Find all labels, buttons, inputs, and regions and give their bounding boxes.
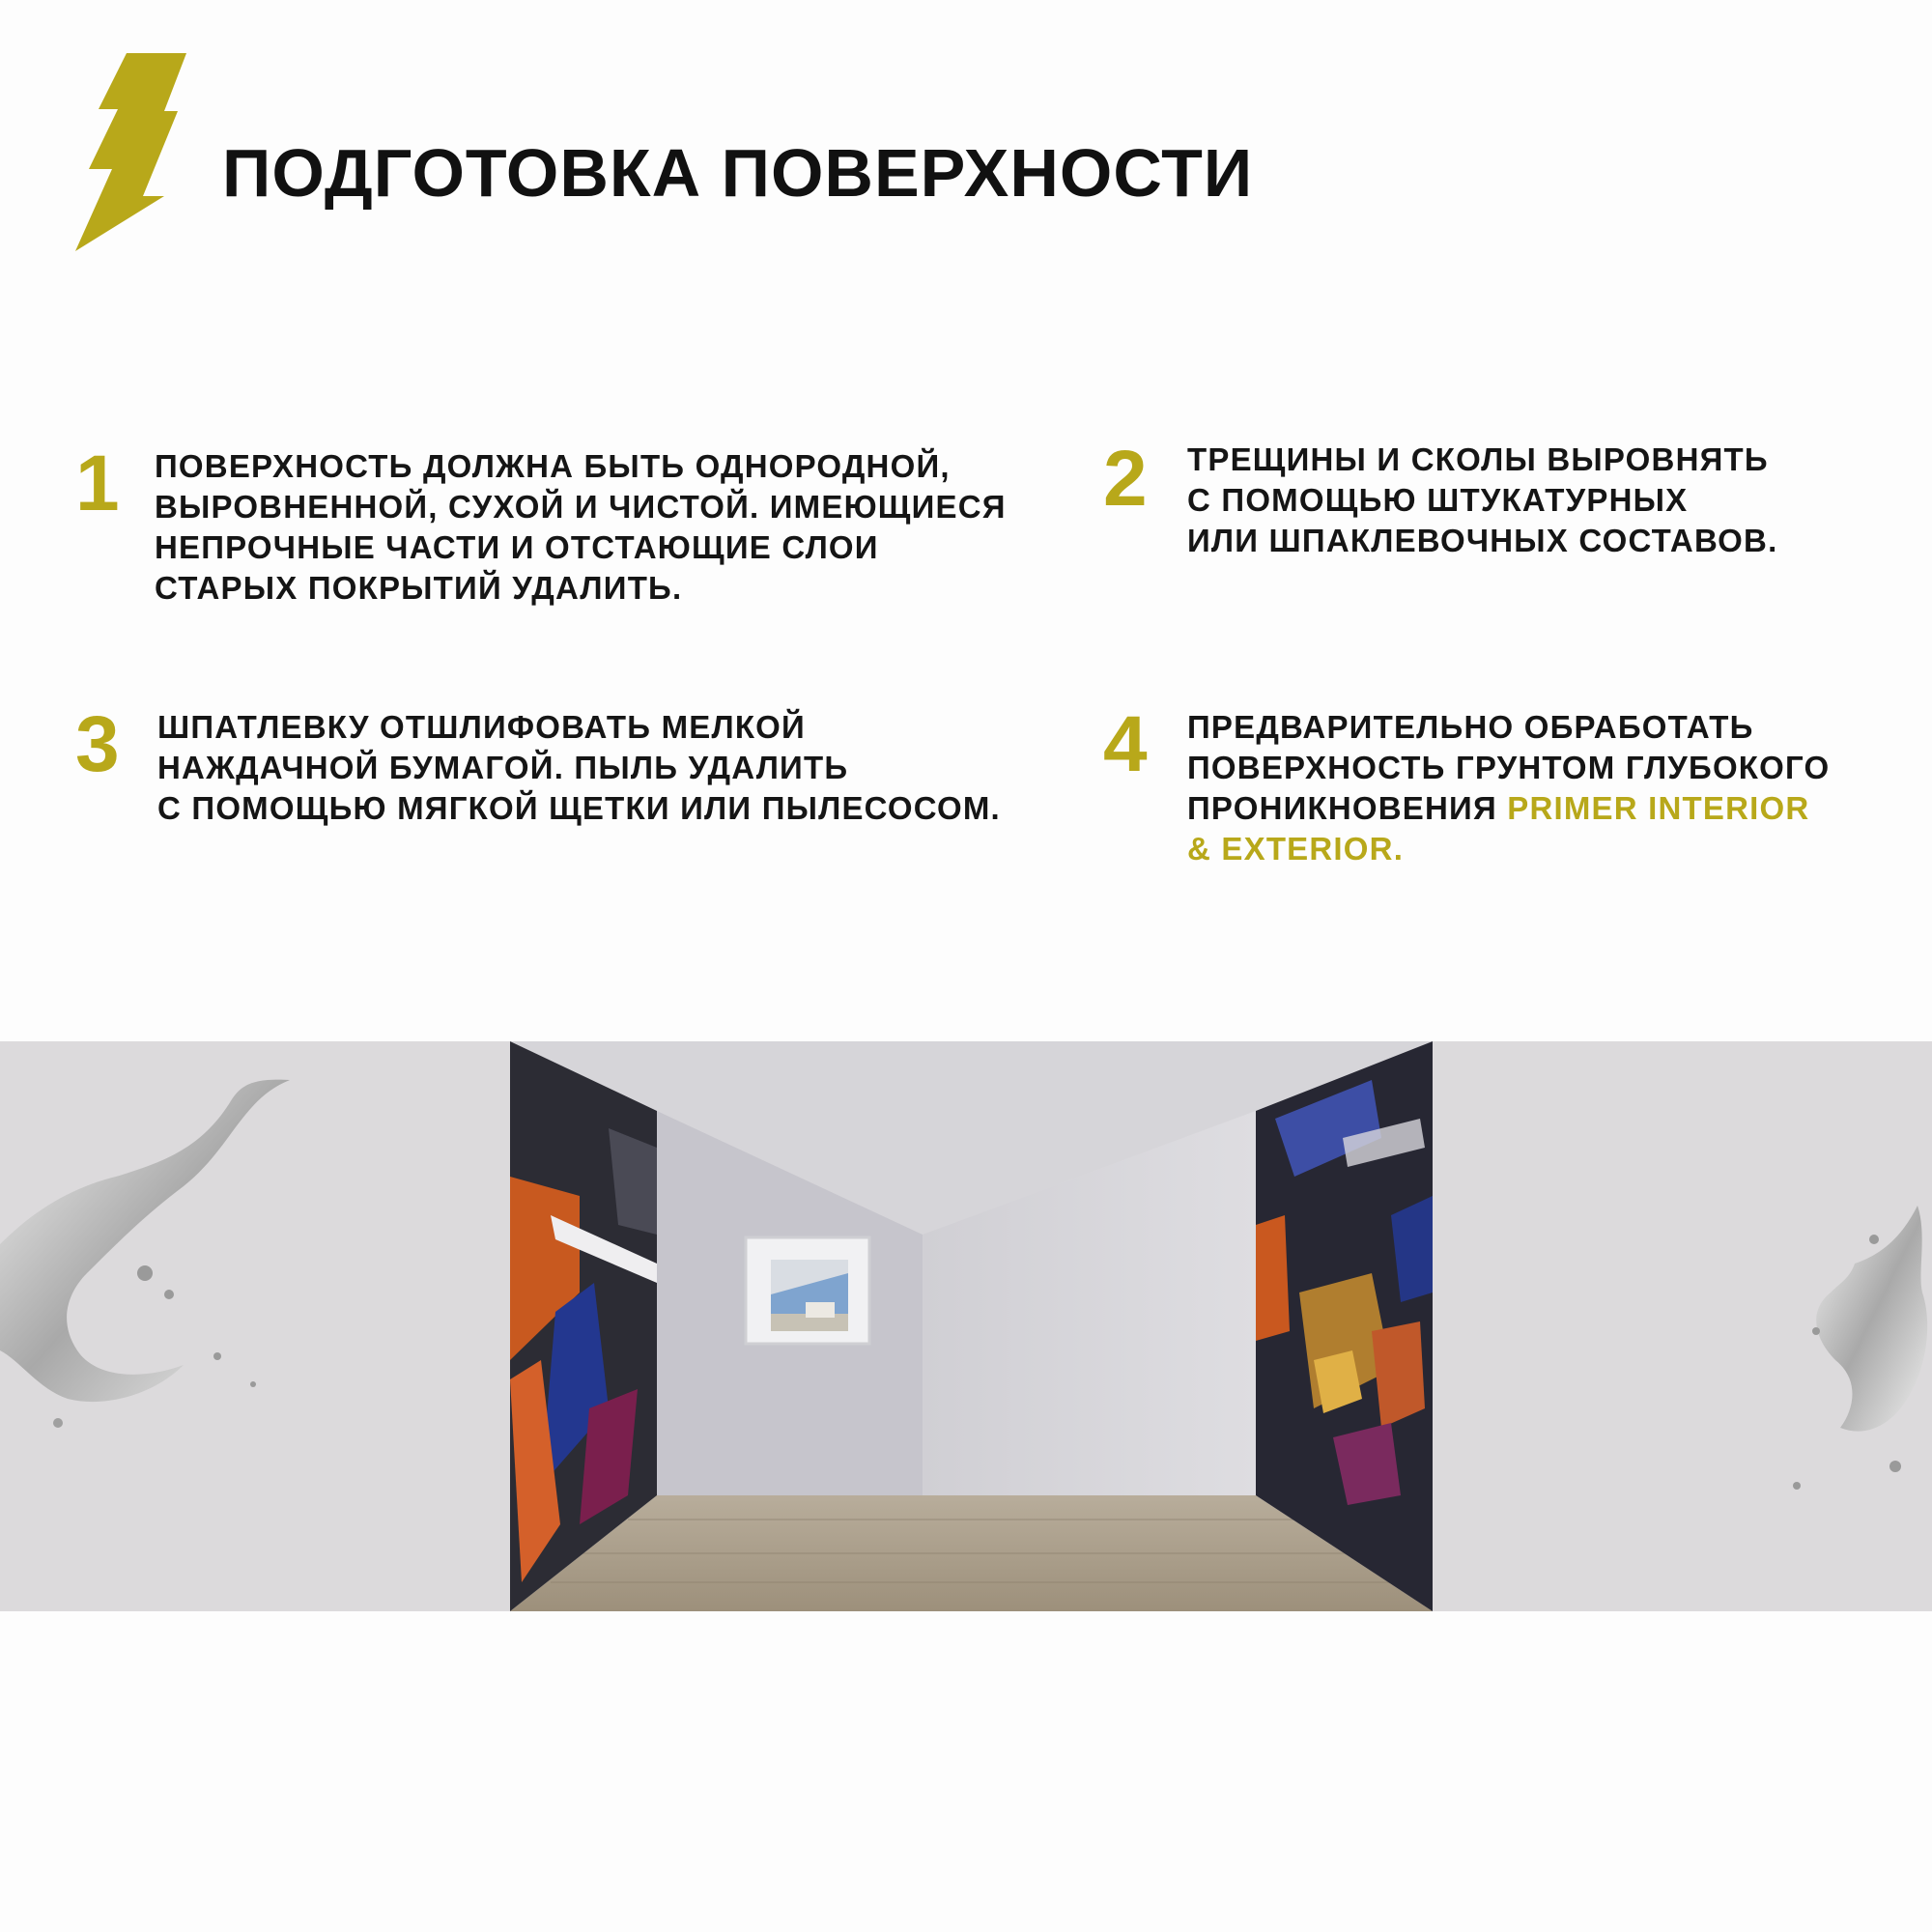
step-number: 4 xyxy=(1103,700,1148,788)
step-text xyxy=(155,446,1007,609)
step-text xyxy=(1187,707,1830,869)
step-text-line xyxy=(1187,788,1830,829)
step-text-line: СТАРЫХ ПОКРЫТИЙ УДАЛИТЬ. xyxy=(155,570,683,606)
paint-splash-left xyxy=(0,1080,290,1428)
lightning-bolt-icon xyxy=(75,53,186,251)
step-text-line: ШПАТЛЕВКУ ОТШЛИФОВАТЬ МЕЛКОЙ xyxy=(157,709,806,745)
step-text-line: НАЖДАЧНОЙ БУМАГОЙ. ПЫЛЬ УДАЛИТЬ xyxy=(157,750,849,785)
step-text-line: С ПОМОЩЬЮ МЯГКОЙ ЩЕТКИ ИЛИ ПЫЛЕСОСОМ. xyxy=(157,790,1001,826)
page-title: ПОДГОТОВКА ПОВЕРХНОСТИ xyxy=(222,135,1254,211)
room-illustration xyxy=(0,1041,1932,1611)
step-text-plain: ПРОНИКНОВЕНИЯ xyxy=(1187,790,1508,826)
step-text-line: ПОВЕРХНОСТЬ ГРУНТОМ ГЛУБОКОГО xyxy=(1187,750,1831,785)
window xyxy=(746,1237,869,1344)
step-text-line: ВЫРОВНЕННОЙ, СУХОЙ И ЧИСТОЙ. ИМЕЮЩИЕСЯ xyxy=(155,489,1007,525)
paint-splash-right xyxy=(1793,1206,1927,1490)
step-text xyxy=(157,707,1001,829)
step-number: 1 xyxy=(75,440,120,527)
room-scene xyxy=(0,1041,1932,1611)
step-text xyxy=(1187,440,1777,561)
product-name-highlight: PRIMER INTERIOR xyxy=(1507,790,1810,826)
step-text-line: ИЛИ ШПАКЛЕВОЧНЫХ СОСТАВОВ. xyxy=(1187,523,1778,558)
step-text-line: ПОВЕРХНОСТЬ ДОЛЖНА БЫТЬ ОДНОРОДНОЙ, xyxy=(155,448,951,484)
step-text-line: ТРЕЩИНЫ И СКОЛЫ ВЫРОВНЯТЬ xyxy=(1187,441,1769,477)
step-number: 3 xyxy=(75,700,120,788)
step-text-line: ПРЕДВАРИТЕЛЬНО ОБРАБОТАТЬ xyxy=(1187,709,1754,745)
step-text-line: НЕПРОЧНЫЕ ЧАСТИ И ОТСТАЮЩИЕ СЛОИ xyxy=(155,529,879,565)
step-number: 2 xyxy=(1103,435,1148,523)
product-name-highlight: & EXTERIOR. xyxy=(1187,831,1405,867)
step-text-line: С ПОМОЩЬЮ ШТУКАТУРНЫХ xyxy=(1187,482,1689,518)
